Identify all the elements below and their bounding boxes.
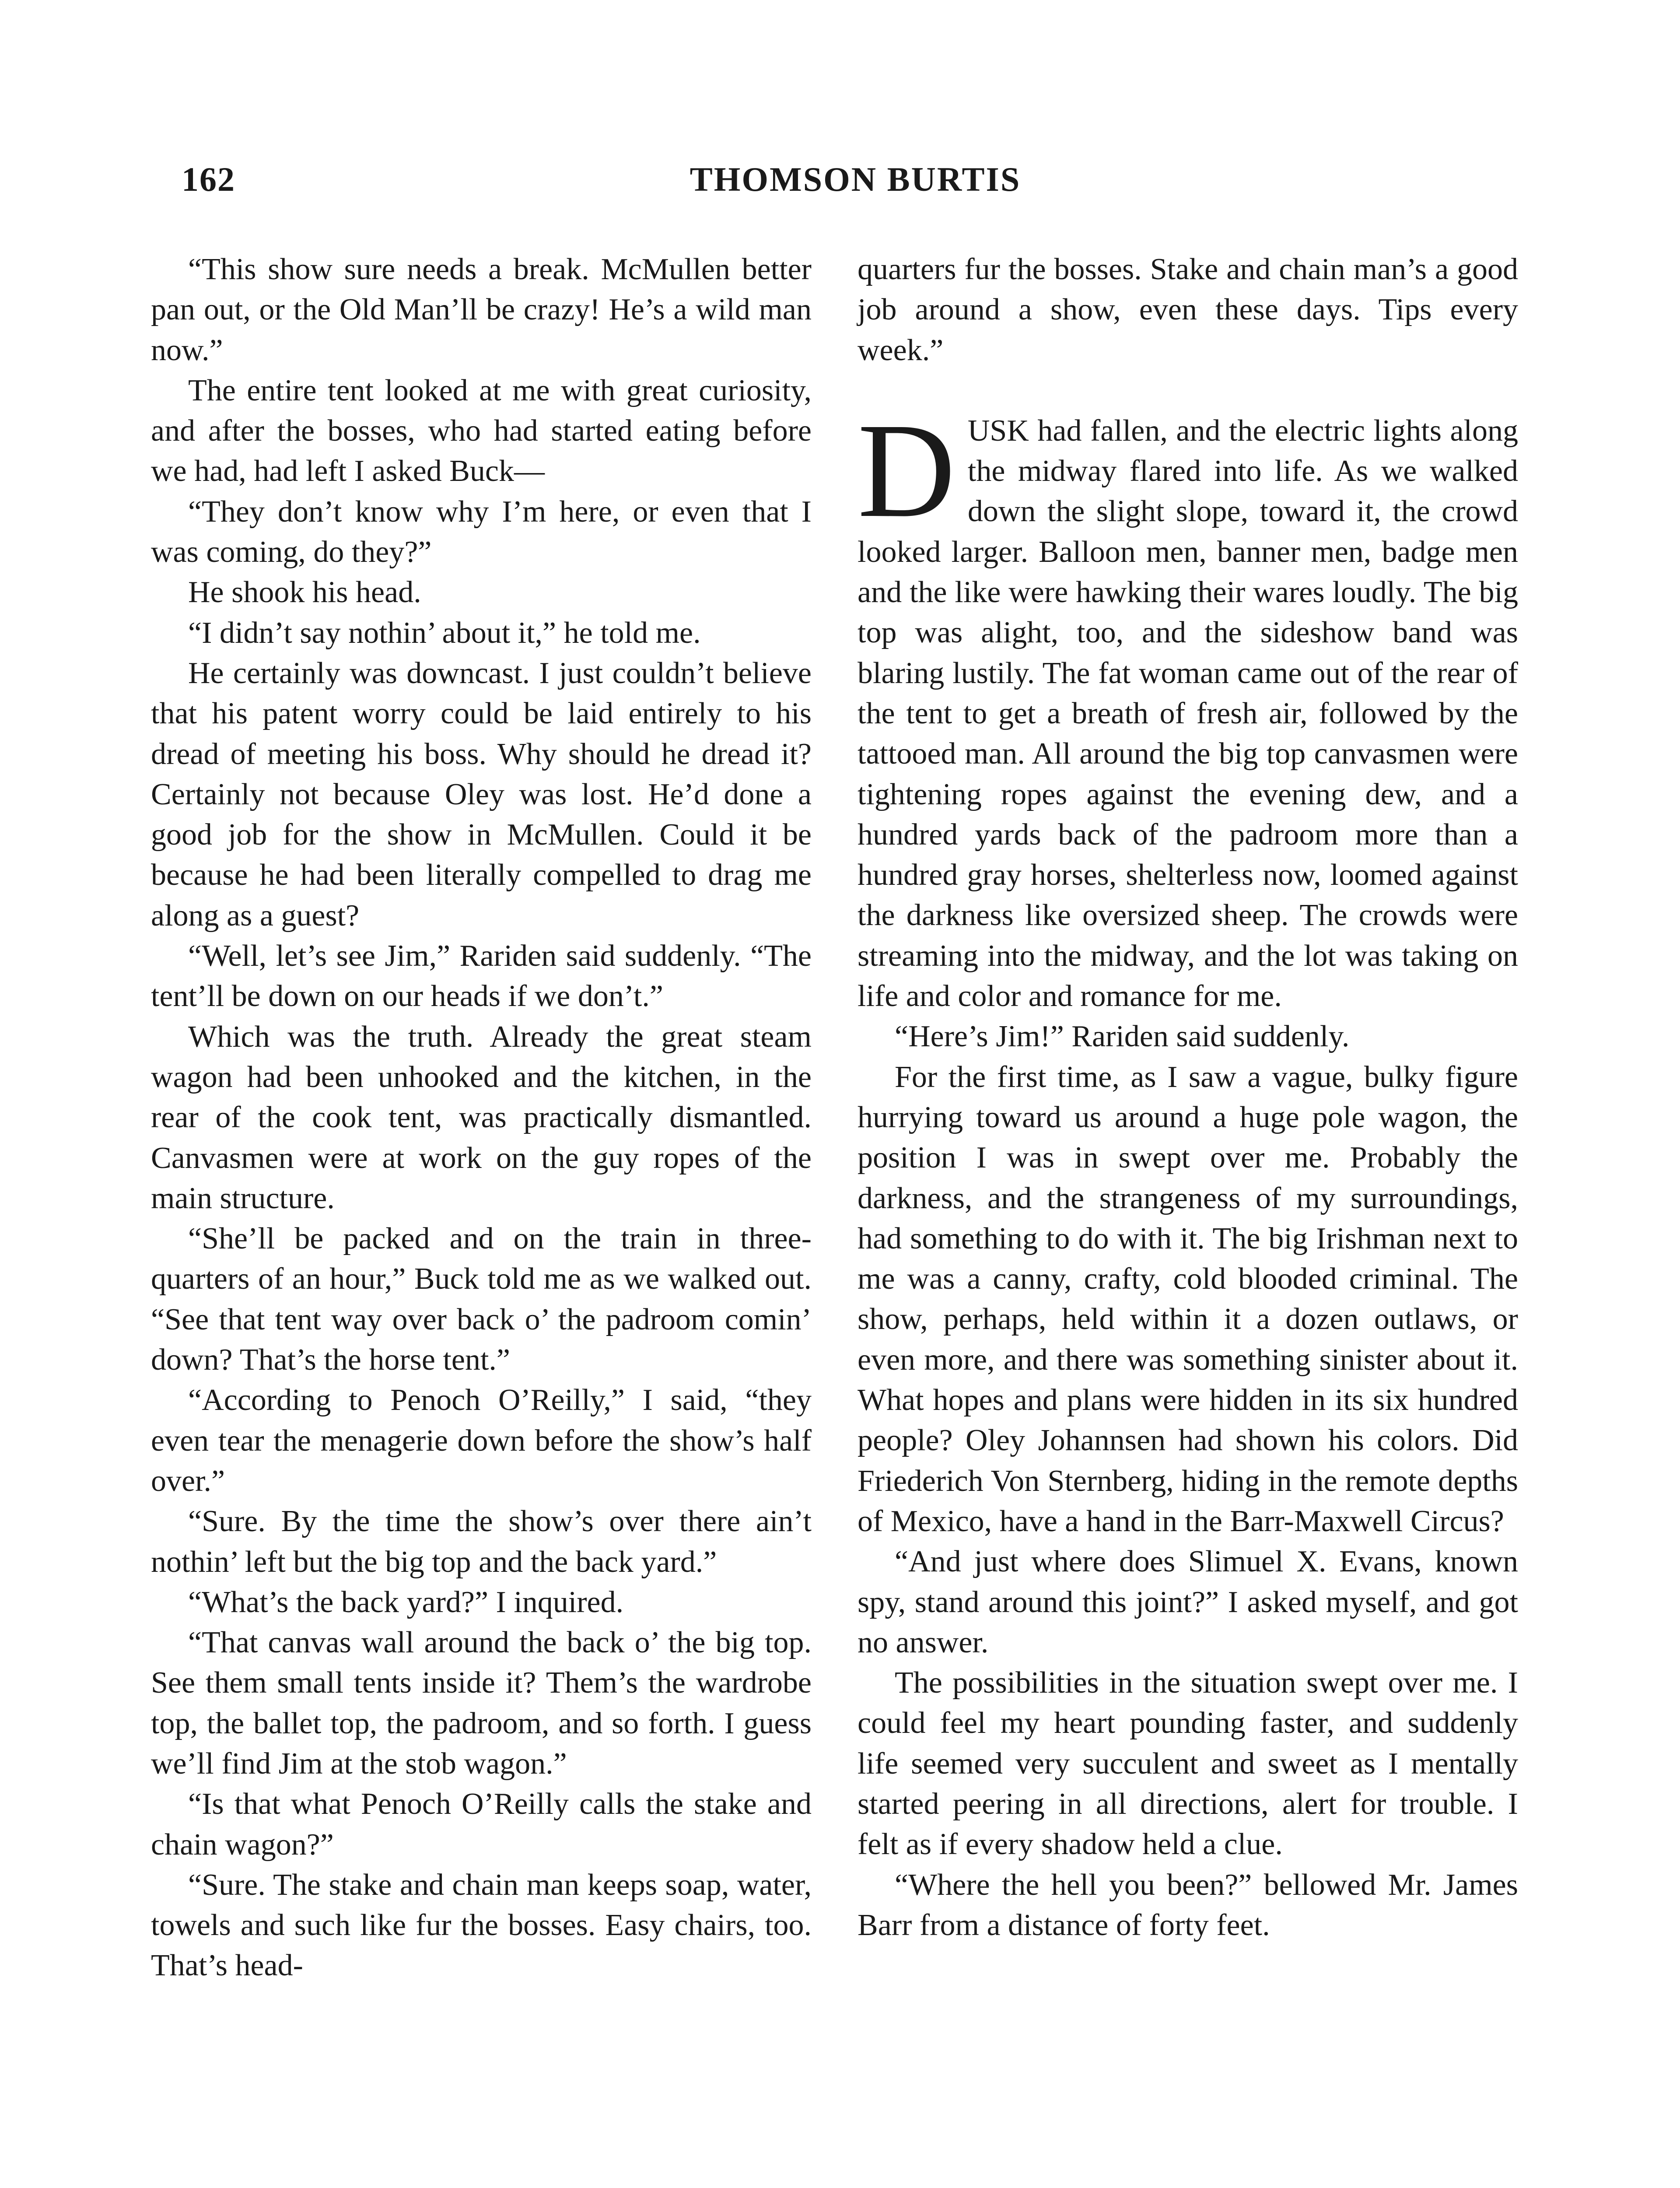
paragraph: Which was the truth. Already the great steam wagon had been unhooked and the kitchen, in the rear of the cook tent, was practically dismantled. Canvasmen were at work on the guy ropes of the main structure. [151,1020,812,1215]
page-header [182,155,1529,225]
paragraph: “What’s the back yard?” I inquired. [188,1585,624,1619]
paragraph: He shook his head. [188,575,421,610]
paragraph: “Where the hell you been?” bellowed Mr. James Barr from a distance of forty feet. [858,1868,1518,1942]
paragraph: The possibilities in the situation swept over me. I could feel my heart pounding faster, and suddenly life seemed very succulent and sweet as I mentally started peering in all directions, alert for trouble. I felt as if every shadow held a clue. [858,1666,1518,1862]
paragraph: “Well, let’s see Jim,” Rariden said suddenly. “The tent’ll be down on our heads if we don’t.” [151,939,812,1013]
paragraph: “I didn’t say nothin’ about it,” he told me. [188,616,701,650]
page-number: 162 [182,160,235,198]
left-column [151,249,812,1986]
right-column [858,249,1518,1946]
paragraph: He certainly was downcast. I just couldn’t believe that his patent worry could be laid entirely to his dread of meeting his boss. Why should he dread it? Certainly not because Oley was lost. He’d done a good job for the show in McMullen. Could it be because he had been literally compelled to drag me along as a guest? [151,656,812,933]
paragraph: For the first time, as I saw a vague, bulky figure hurrying toward us around a huge pole wagon, the position I was in swept over me. Probably the darkness, and the strangeness of my surroundings, had something to do with it. The big Irishman next to me was a canny, crafty, cold blooded criminal. The show, perhaps, held within it a dozen outlaws, or even more, and there was something sinister about it. What hopes and plans were hidden in its six hundred people? Oley Johannsen had shown his colors. Did Friederich Von Sternberg, hiding in the remote depths of Mexico, have a hand in the Barr-Maxwell Circus? [858,1060,1518,1538]
drop-cap: D [858,395,956,546]
section-opening-paragraph [858,395,1518,1017]
paragraph: “Sure. By the time the show’s over there ain’t nothin’ left but the big top and the back yard.” [151,1504,812,1579]
continued-paragraph: quarters fur the bosses. Stake and chain man’s a good job around a show, even these days. Tips every week.” [858,252,1518,367]
paragraph: “This show sure needs a break. McMullen better pan out, or the Old Man’ll be crazy! He’s a wild man now.” [151,252,812,367]
paragraph: “Is that what Penoch O’Reilly calls the stake and chain wagon?” [151,1787,812,1862]
paragraph: “She’ll be packed and on the train in three-quarters of an hour,” Buck told me as we walked out. “See that tent way over back o’ the padroom comin’ down? That’s the horse tent.” [151,1222,812,1377]
paragraph: The entire tent looked at me with great curiosity, and after the bosses, who had started eating before we had, had left I asked Buck— [151,373,812,488]
section-opening-text: USK had fallen, and the electric lights along the midway flared into life. As we walked down the slight slope, toward it, the crowd looked larger. Balloon men, banner men, badge men and the like were hawking their wares loudly. The big top was alight, too, and the sideshow band was blaring lustily. The fat woman came out of the rear of the tent to get a breath of fresh air, followed by the tattooed man. All around the big top canvasmen were tightening ropes against the evening dew, and a hundred yards back of the padroom more than a hundred gray horses, shelterless now, loomed against the darkness like oversized sheep. The crowds were streaming into the midway, and the lot was taking on life and color and romance for me. [858,414,1518,1013]
paragraph: “They don’t know why I’m here, or even that I was coming, do they?” [151,494,812,569]
paragraph: “That canvas wall around the back o’ the big top. See them small tents inside it? Them’s the wardrobe top, the ballet top, the padroom, and so forth. I guess we’ll find Jim at the stob wagon.” [151,1626,812,1781]
paragraph: “Sure. The stake and chain man keeps soap, water, towels and such like fur the bosses. Easy chairs, too. That’s head- [151,1868,812,1983]
paragraph: “And just where does Slimuel X. Evans, known spy, stand around this joint?” I asked myself, and got no answer. [858,1545,1518,1659]
paragraph: “Here’s Jim!” Rariden said suddenly. [895,1020,1350,1054]
running-head: THOMSON BURTIS [690,160,1021,198]
paragraph: “According to Penoch O’Reilly,” I said, “they even tear the menagerie down before the show’s half over.” [151,1383,812,1498]
